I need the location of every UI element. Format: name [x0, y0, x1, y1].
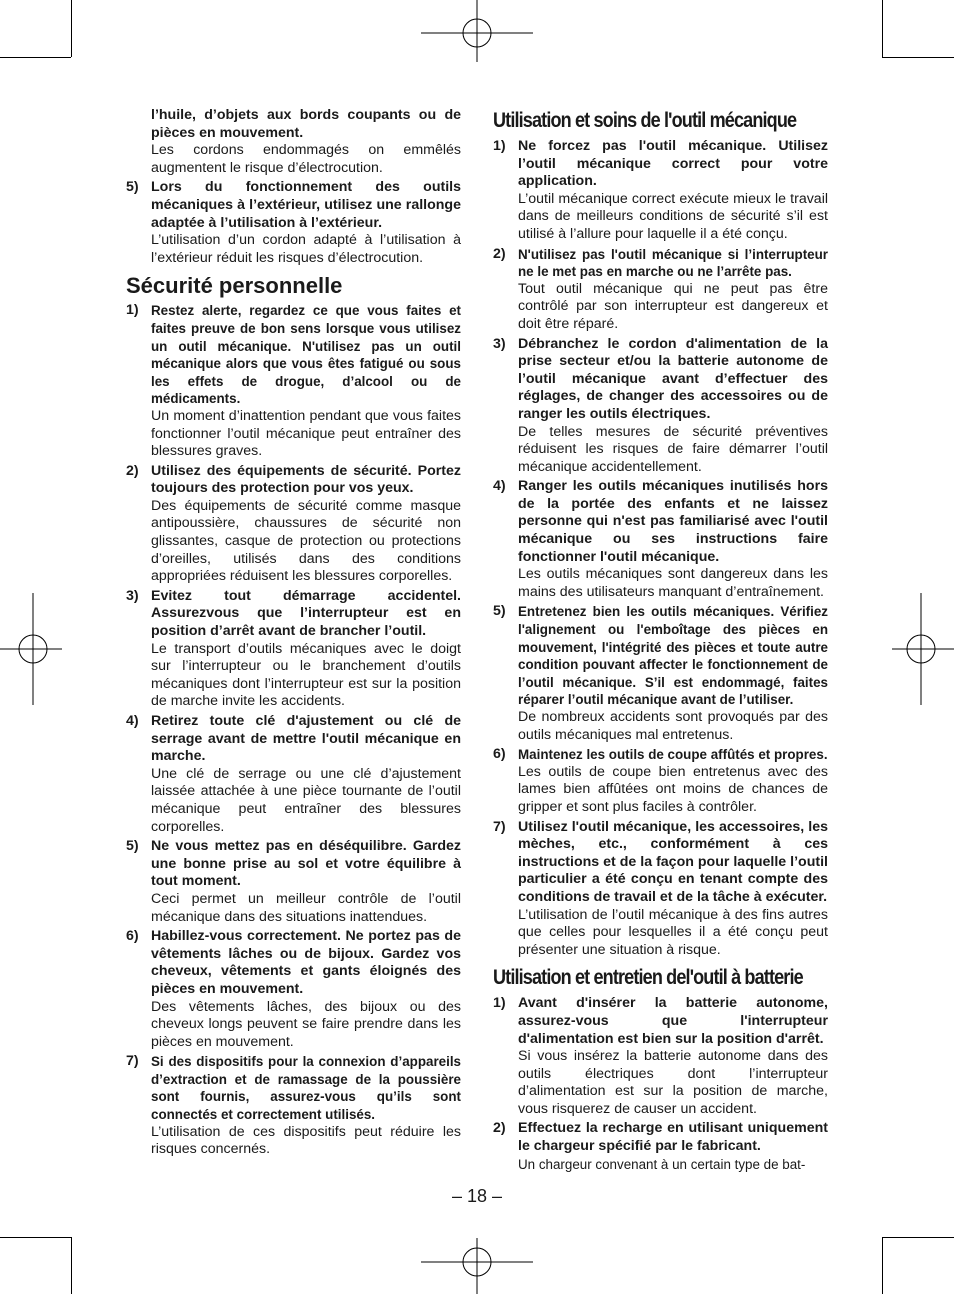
item-number: 6) — [493, 746, 506, 763]
item-heading: Habillez-vous correctement. Ne portez pas de vêtements lâches ou de bijoux. Gardez vos cheveux, vêtements et gants éloignés des pièces en mouvement. — [151, 928, 461, 997]
item-heading: Ne vous mettez pas en déséquilibre. Gardez une bonne prise au sol et votre équilibre à tout moment. — [151, 838, 461, 890]
item-text: L’outil mécanique correct exécute mieux le travail dans de meilleurs conditions de sécurité s’il est utilisé à l’allure pour laquelle il a été conçu. — [518, 190, 828, 242]
list-item — [493, 138, 828, 244]
item-text: Des vêtements lâches, des bijoux ou des cheveux longs peuvent se faire prendre dans les pièces en mouvement. — [151, 998, 461, 1050]
list-item — [126, 1053, 461, 1159]
list-item — [126, 928, 461, 1051]
item-text: De telles mesures de sécurité préventives réduisent les risques de faire démarrer l’outil mécanique accidentellement. — [518, 423, 828, 475]
item-text: L’utilisation de l’outil mécanique à des fins autres que celles pour lesquelles il a été conçu peut présenter une situation à risque. — [518, 906, 828, 958]
item-number: 4) — [493, 478, 506, 495]
list-item — [493, 478, 828, 601]
item-text: De nombreux accidents sont provoqués par des outils mécaniques mal entretenus. — [518, 709, 828, 743]
item-heading: Débranchez le cordon d'alimentation de la prise secteur et/ou la batterie autonome de l’outil mécanique avant d’effectuer des réglages, de changer des accessoires ou de ranger les outils électriques. — [518, 335, 828, 422]
item-heading: Evitez tout démarrage accidentel. Assurezvous que l’interrupteur est en position d’arrêt avant de brancher l’outil. — [151, 587, 461, 640]
item-text: L’utilisation de ces dispositifs peut réduire les risques concernés. — [151, 1123, 461, 1158]
list-item — [126, 838, 461, 926]
section-title: Utilisation et entretien del'outil à batterie — [493, 966, 803, 990]
item-text: L’utilisation d’un cordon adapté à l’utilisation à l’extérieur réduit les risques d’électrocution. — [151, 232, 461, 266]
crop-mark — [882, 57, 954, 58]
item-number: 5) — [493, 603, 506, 620]
item-number: 7) — [126, 1053, 139, 1070]
item-number: 1) — [493, 995, 506, 1012]
item-text: Si vous insérez la batterie autonome dans des outils électriques dont l’interrupteur d’alimentation est sur la position de marche, vous risquerez de causer un accident. — [518, 1048, 828, 1117]
item-number: 2) — [493, 1120, 506, 1137]
item-number: 5) — [126, 838, 139, 855]
item-heading: Effectuez la recharge en utilisant uniquement le chargeur spécifié par le fabricant. — [518, 1120, 828, 1155]
item-number: 1) — [493, 138, 506, 154]
item-heading: Restez alerte, regardez ce que vous faites et faites preuve de bon sens lorsque vous utilisez un outil mécanique. N'utilisez pas un outil mécanique alors que vous êtes fatigué ou sous les effets de drogue, d’alcool ou de médicaments. — [151, 303, 461, 407]
section-title: Sécurité personnelle — [126, 273, 343, 299]
list-item — [493, 246, 828, 334]
item-number: 2) — [493, 245, 506, 262]
item-heading: Avant d'insérer la batterie autonome, assurez-vous que l'interrupteur d'alimentation est bien sur la position d'arrêt. — [518, 995, 828, 1047]
list-item — [493, 995, 828, 1118]
item-number: 5) — [126, 179, 139, 196]
item-text: Un moment d’inattention pendant que vous faites fonctionner l’outil mécanique peut entraîner des blessures graves. — [151, 407, 461, 460]
item-text: Le transport d’outils mécaniques avec le doigt sur l’interrupteur ou le branchement d’outils mécaniques dont l’interrupteur est sur la position de marche invite les accidents. — [151, 640, 461, 710]
registration-mark-right — [892, 593, 954, 705]
list-item — [126, 588, 461, 711]
crop-mark — [0, 57, 71, 58]
item-text: Les cordons endommagés on emmêlés augmentent le risque d’électrocution. — [151, 142, 461, 176]
item-heading: Retirez toute clé d'ajustement ou clé de serrage avant de mettre l'outil mécanique en marche. — [151, 713, 461, 765]
item-number: 3) — [126, 587, 139, 604]
item-heading: Ranger les outils mécaniques inutilisés hors de la portée des enfants et ne laissez personne qui n'est pas familiarisé avec l'outil mécanique ou ses instructions faire fonctionner l'outil mécanique. — [518, 478, 828, 565]
item-text: Les outils de coupe bien entretenus avec des lames bien affûtées ont moins de chances de gripper et sont plus faciles à contrôler. — [518, 763, 828, 815]
item-heading: Ne forcez pas l'outil mécanique. Utilisez l’outil mécanique correct pour votre application. — [518, 138, 828, 190]
list-item — [126, 463, 461, 586]
item-heading: Utilisez des équipements de sécurité. Portez toujours des protection pour vos yeux. — [151, 462, 461, 497]
item-number: 4) — [126, 713, 139, 729]
list-item — [493, 336, 828, 477]
registration-mark-top — [421, 0, 533, 62]
item-text: Ceci permet un meilleur contrôle de l’outil mécanique dans des situations inattendues. — [151, 890, 461, 925]
item-text: Tout outil mécanique qui ne peut pas être contrôlé par son interrupteur est dangereux et doit être réparé. — [518, 280, 828, 332]
item-heading: Si des dispositifs pour la connexion d’appareils d’extraction et de ramassage de la poussière sont fournis, assurez-vous qu’ils sont connectés et correctement utilisés. — [151, 1054, 461, 1123]
list-item — [493, 819, 828, 960]
section-title: Utilisation et soins de l'outil mécanique — [493, 109, 797, 132]
crop-mark — [0, 1237, 71, 1238]
left-column — [126, 107, 461, 1159]
item-text: Les outils mécaniques sont dangereux dans les mains des utilisateurs manquant d’entraînement. — [518, 566, 828, 600]
list-item — [493, 603, 828, 744]
item-heading: N'utilisez pas l'outil mécanique si l’interrupteur ne le met pas en marche ou ne l’arrête pas. — [518, 246, 828, 280]
list-item — [126, 713, 461, 836]
item-heading: Entretenez bien les outils mécaniques. Vérifiez l'alignement ou l'emboîtage des pièces en mouvement, l'intégrité des pièces et toute autre condition pouvant affecter le fonctionnement de l’outil mécanique. S’il est endommagé, faites réparer l’outil mécanique avant de l’utiliser. — [518, 604, 828, 708]
list-item — [493, 746, 828, 816]
item-number: 6) — [126, 928, 139, 945]
list-item — [493, 1120, 828, 1173]
crop-mark — [882, 1237, 883, 1294]
crop-mark — [882, 1237, 954, 1238]
crop-mark — [71, 0, 72, 57]
registration-mark-bottom — [421, 1238, 533, 1294]
item-number: 7) — [493, 818, 506, 835]
right-column — [493, 108, 828, 1173]
list-item — [126, 302, 461, 460]
crop-mark — [882, 0, 883, 57]
item-number: 3) — [493, 335, 506, 352]
registration-mark-left — [0, 593, 62, 705]
crop-mark — [71, 1237, 72, 1294]
page-number: – 18 – — [451, 1186, 503, 1206]
item-text: Un chargeur convenant à un certain type de bat- — [518, 1156, 806, 1172]
item-number: 1) — [126, 302, 139, 319]
item-text: Des équipements de sécurité comme masque antipoussière, chaussures de sécurité non glissantes, casque de protection ou protections d’oreilles, utilisés dans des conditions appropriées réduisent les blessures corporelles. — [151, 497, 461, 585]
item-heading: l’huile, d’objets aux bords coupants ou de pièces en mouvement. — [151, 107, 461, 141]
item-text: Une clé de serrage ou une clé d’ajustement laissée attachée à une pièce tournante de l’outil mécanique peut entraîner des blessures corporelles. — [151, 765, 461, 835]
list-item — [126, 179, 461, 267]
list-item — [126, 107, 461, 177]
item-heading: Lors du fonctionnement des outils mécaniques à l’extérieur, utilisez une rallonge adaptée à l’utilisation à l’extérieur. — [151, 179, 461, 231]
item-number: 2) — [126, 462, 139, 479]
item-heading: Utilisez l'outil mécanique, les accessoires, les mèches, etc., conformément à ces instructions et de la façon pour laquelle l’outil particulier a été conçu en tenant compte des conditions de travail et de la tâche à exécuter. — [518, 818, 828, 905]
item-heading: Maintenez les outils de coupe affûtés et propres. — [518, 747, 828, 763]
